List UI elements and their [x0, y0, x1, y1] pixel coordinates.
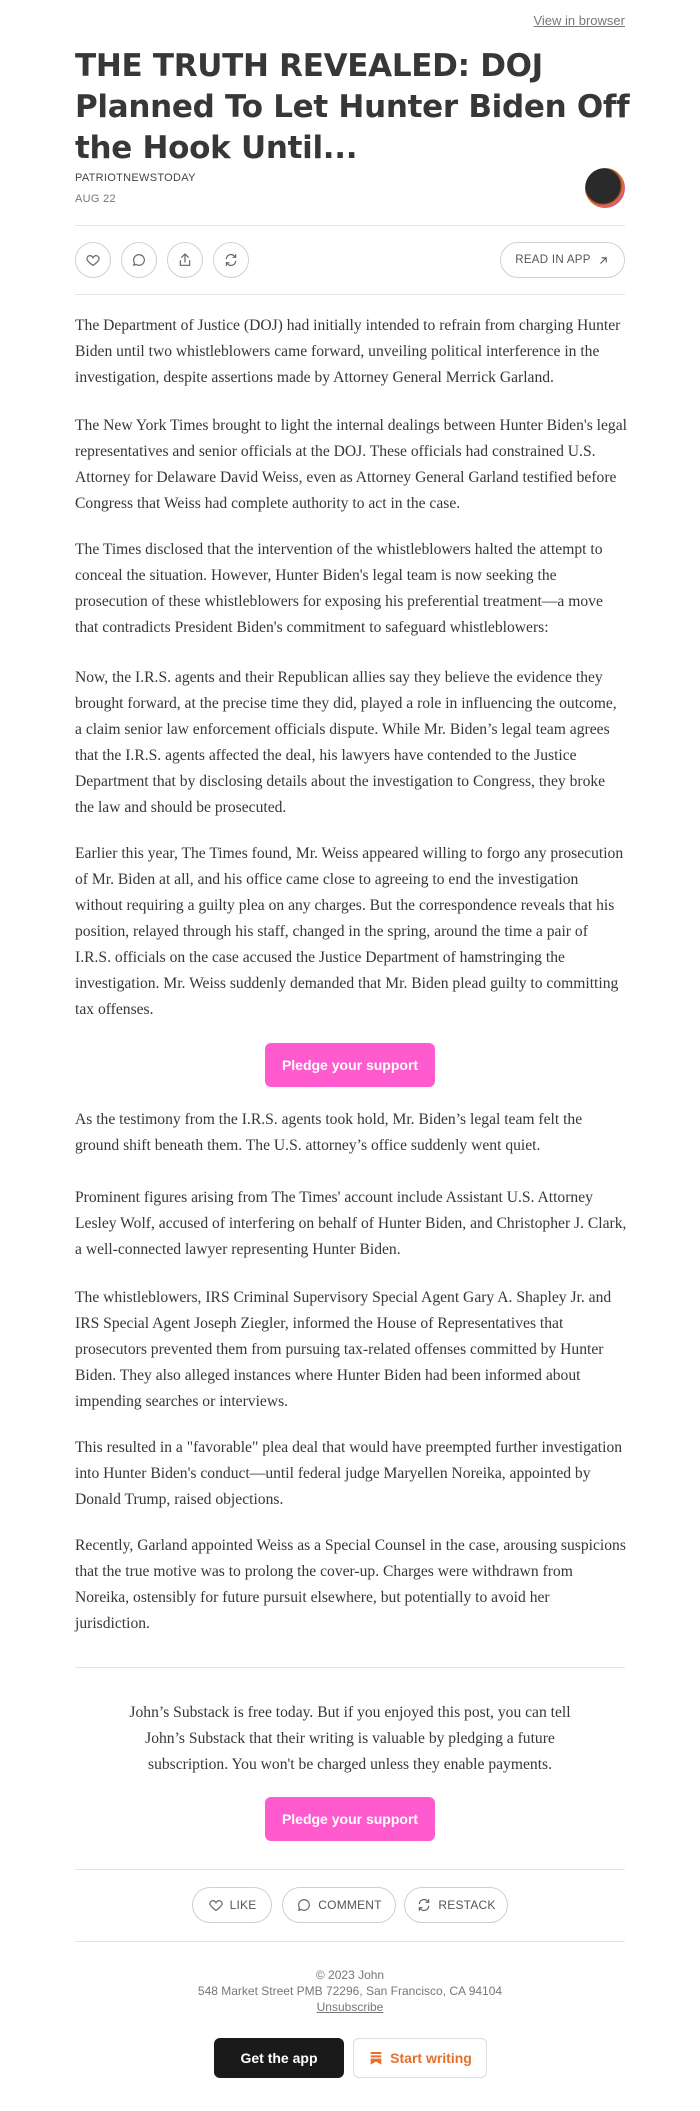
paragraph: Now, the I.R.S. agents and their Republican allies say they believe the evidence they brought forward, at the precise time they did, played a role in influencing the outcome, a claim senior law enforcement officials dispute. While Mr. Biden’s legal team agrees that the I.R.S. agents affected the deal, his lawyers have contended to the Justice Department that by disclosing details about the investigation to Congress, they broke the law and should be prosecuted. — [75, 669, 617, 816]
start-writing-button[interactable] — [353, 2038, 487, 2078]
unsubscribe-link[interactable]: Unsubscribe — [316, 2000, 384, 2014]
read-in-app-label: READ IN APP — [515, 254, 591, 266]
post-title: THE TRUTH REVEALED: DOJ Planned To Let Hunter Biden Off the Hook Until... — [75, 48, 630, 166]
restack-icon — [416, 1897, 432, 1913]
pledge-button-footer[interactable]: Pledge your support — [265, 1797, 435, 1841]
author-name[interactable]: PATRIOTNEWSTODAY — [75, 172, 196, 184]
restack-button[interactable] — [213, 242, 249, 278]
substack-logo-icon — [368, 2050, 384, 2066]
pledge-button[interactable]: Pledge your support — [265, 1043, 435, 1087]
divider — [75, 294, 625, 295]
heart-icon — [85, 252, 101, 268]
paragraph: The Department of Justice (DOJ) had initially intended to refrain from charging Hunter Biden until two whistleblowers came forward, unveiling political interference in the investigation, despite assertions made by Attorney General Merrick Garland. — [75, 317, 621, 386]
read-in-app-button[interactable] — [500, 242, 625, 278]
comment-icon — [296, 1897, 312, 1913]
paragraph: Prominent figures arising from The Times' account include Assistant U.S. Attorney Lesley Wolf, accused of interfering on behalf of Hunter Biden, and Christopher J. Clark, a well-connected lawyer representing Hunter Biden. — [75, 1189, 627, 1258]
share-button[interactable] — [167, 242, 203, 278]
like-pill-button[interactable] — [192, 1887, 272, 1923]
get-the-app-button[interactable]: Get the app — [214, 2038, 344, 2078]
restack-label: RESTACK — [438, 1898, 496, 1912]
pledge-note: John’s Substack is free today. But if you enjoyed this post, you can tell John’s Substack that their writing is valuable by pledging a future subscription. You won't be charged unless they enable payments. — [129, 1704, 571, 1773]
restack-icon — [223, 252, 239, 268]
like-button[interactable] — [75, 242, 111, 278]
start-writing-label: Start writing — [390, 2050, 472, 2066]
divider — [75, 1941, 625, 1942]
address: 548 Market Street PMB 72296, San Francisco, CA 94104 — [197, 1984, 503, 1998]
paragraph: This resulted in a "favorable" plea deal that would have preempted further investigation into Hunter Biden's conduct—until federal judge Maryellen Noreika, appointed by Donald Trump, raised objections. — [75, 1439, 623, 1508]
comment-label: COMMENT — [318, 1898, 382, 1912]
arrow-up-right-icon — [597, 254, 610, 267]
paragraph: The New York Times brought to light the internal dealings between Hunter Biden's legal representatives and senior officials at the DOJ. These officials had constrained U.S. Attorney for Delaware David Weiss, even as Attorney General Garland testified before Congress that Weiss had complete authority to act in the case. — [75, 417, 627, 512]
paragraph: As the testimony from the I.R.S. agents took hold, Mr. Biden’s legal team felt the ground shift beneath them. The U.S. attorney’s office suddenly went quiet. — [75, 1111, 583, 1154]
paragraph: The whistleblowers, IRS Criminal Supervisory Special Agent Gary A. Shapley Jr. and IRS Special Agent Joseph Ziegler, informed the House of Representatives that prosecutors prevented them from pursuing tax-related offenses committed by Hunter Biden. They also alleged instances where Hunter Biden had been informed about impending searches or interviews. — [75, 1289, 612, 1410]
restack-pill-button[interactable] — [404, 1887, 508, 1923]
paragraph: The Times disclosed that the intervention of the whistleblowers halted the attempt to conceal the situation. However, Hunter Biden's legal team is now seeking the prosecution of these whistleblowers for exposing his preferential treatment—a move that contradicts President Biden's commitment to safeguard whistleblowers: — [75, 541, 603, 636]
copyright: © 2023 John — [315, 1968, 385, 1982]
avatar[interactable] — [585, 168, 625, 208]
divider — [75, 225, 625, 226]
divider — [75, 1869, 625, 1870]
post-date: AUG 22 — [75, 193, 116, 205]
view-in-browser-link[interactable]: View in browser — [533, 13, 625, 28]
divider — [75, 1667, 625, 1668]
comment-button[interactable] — [121, 242, 157, 278]
comment-icon — [131, 252, 147, 268]
share-icon — [177, 252, 193, 268]
like-label: LIKE — [229, 1898, 257, 1912]
comment-pill-button[interactable] — [282, 1887, 396, 1923]
heart-icon — [208, 1897, 224, 1913]
paragraph: Recently, Garland appointed Weiss as a Special Counsel in the case, arousing suspicions that the true motive was to prolong the cover-up. Charges were withdrawn from Noreika, ostensibly for future pursuit elsewhere, but potentially to avoid her jurisdiction. — [75, 1537, 626, 1632]
paragraph: Earlier this year, The Times found, Mr. Weiss appeared willing to forgo any prosecution of Mr. Biden at all, and his office came close to agreeing to end the investigation without requiring a guilty plea on any charges. But the correspondence reveals that his position, relayed through his staff, changed in the spring, around the time a pair of I.R.S. officials on the case accused the Justice Department of hamstringing the investigation. Mr. Weiss suddenly demanded that Mr. Biden plead guilty to committing tax offenses. — [75, 845, 624, 1018]
